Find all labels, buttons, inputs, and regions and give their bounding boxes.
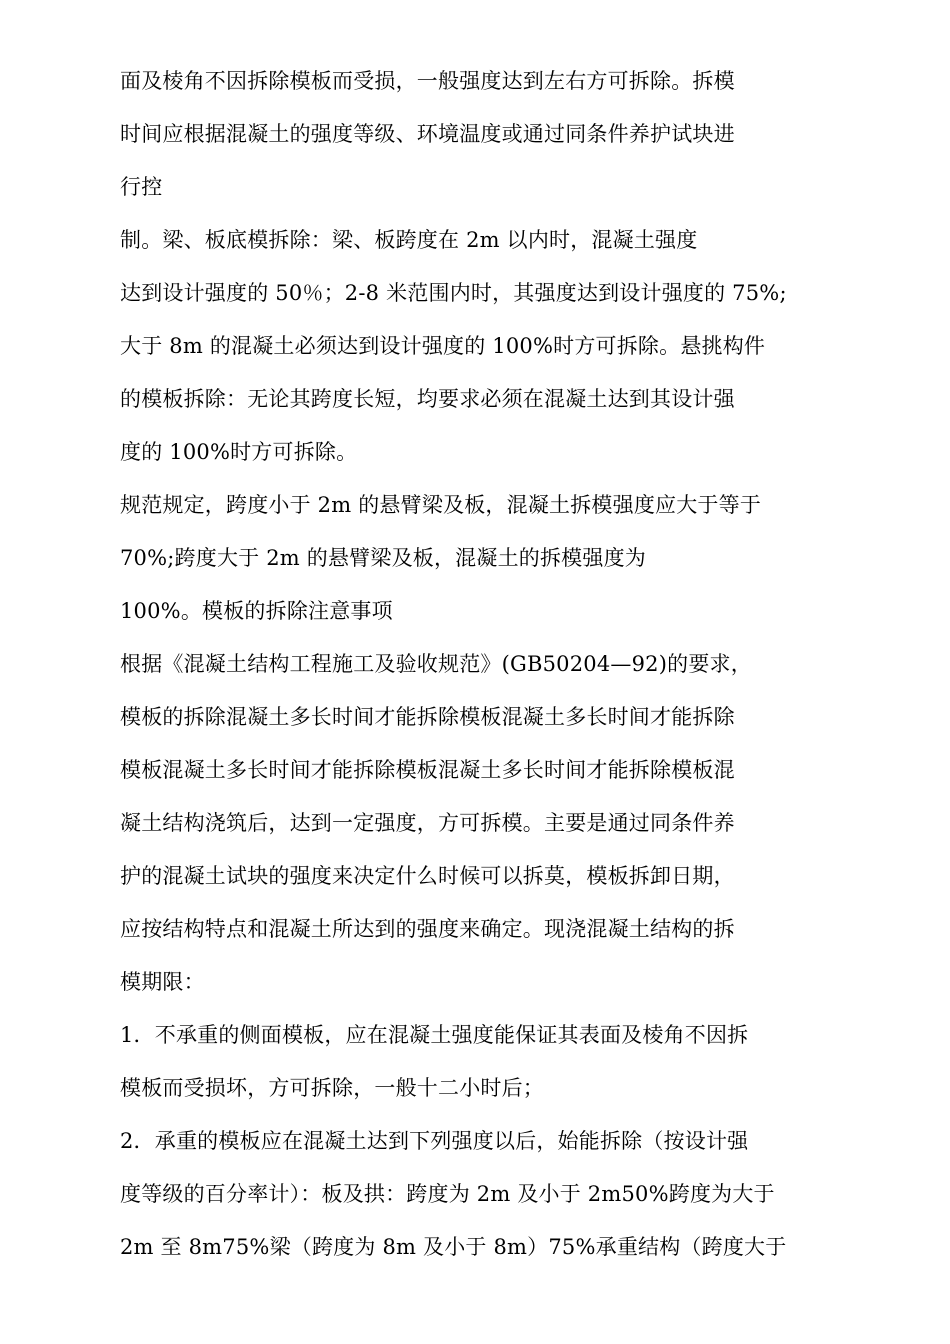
text-line: 应按结构特点和混凝土所达到的强度来确定。现浇混凝土结构的拆 <box>120 917 735 941</box>
text-line: 度等级的百分率计）：板及拱：跨度为 2m 及小于 2m50%跨度为大于 <box>120 1182 775 1206</box>
text-line: 100%。模板的拆除注意事项 <box>120 599 393 623</box>
text-line: 凝土结构浇筑后，达到一定强度，方可拆模。主要是通过同条件养 <box>120 811 735 835</box>
text-line: 面及棱角不因拆除模板而受损，一般强度达到左右方可拆除。拆模 <box>120 69 735 93</box>
text-line: 行控 <box>120 175 163 199</box>
text-line: 制。梁、板底模拆除：梁、板跨度在 2m 以内时，混凝土强度 <box>120 228 698 252</box>
text-line: 度的 100%时方可拆除。 <box>120 440 358 464</box>
text-line: 1．不承重的侧面模板，应在混凝土强度能保证其表面及棱角不因拆 <box>120 1023 749 1047</box>
text-line: 护的混凝土试块的强度来决定什么时候可以拆莫，模板拆卸日期， <box>120 864 735 888</box>
text-line: 模板混凝土多长时间才能拆除模板混凝土多长时间才能拆除模板混 <box>120 758 735 782</box>
text-line: 模板而受损坏，方可拆除，一般十二小时后； <box>120 1076 544 1100</box>
text-line: 的模板拆除：无论其跨度长短，均要求必须在混凝土达到其设计强 <box>120 387 735 411</box>
text-line: 达到设计强度的 50％；2-8 米范围内时，其强度达到设计强度的 75%; <box>120 281 787 305</box>
text-line: 模期限： <box>120 970 205 994</box>
text-line: 根据《混凝土结构工程施工及验收规范》(GB50204—92)的要求， <box>120 652 752 676</box>
text-line: 模板的拆除混凝土多长时间才能拆除模板混凝土多长时间才能拆除 <box>120 705 735 729</box>
text-line: 大于 8m 的混凝土必须达到设计强度的 100%时方可拆除。悬挑构件 <box>120 334 766 358</box>
text-line: 70%;跨度大于 2m 的悬臂梁及板，混凝土的拆模强度为 <box>120 546 646 570</box>
text-line: 2．承重的模板应在混凝土达到下列强度以后，始能拆除（按设计强 <box>120 1129 749 1153</box>
text-line: 时间应根据混凝土的强度等级、环境温度或通过同条件养护试块进 <box>120 122 735 146</box>
text-line: 规范规定，跨度小于 2m 的悬臂梁及板，混凝土拆模强度应大于等于 <box>120 493 762 517</box>
text-line: 2m 至 8m75%梁（跨度为 8m 及小于 8m）75%承重结构（跨度大于 <box>120 1235 787 1259</box>
